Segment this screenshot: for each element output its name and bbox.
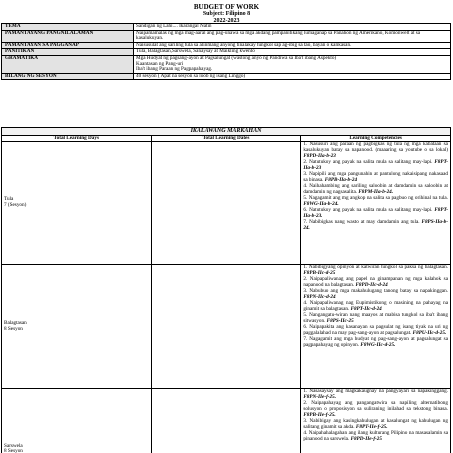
competency-item [303, 389, 448, 400]
competency-code: F8WG-IIa-b-24. [303, 200, 339, 207]
document-title: BUDGET OF WORK [193, 3, 260, 11]
competency-text: 7. Nabibigkas nang wasto at may damdamin ang tula. [303, 218, 422, 225]
info-value-line: Iba't ibang Paraan ng Pagpapahayag. [136, 66, 213, 73]
info-label: PANITIKAN [2, 49, 134, 56]
competency-code: F8PM-IIa-b-24. [358, 188, 394, 195]
competency-text: 2. Natutukoy ang payak na salita mula sa salitang may-lapi. [303, 158, 435, 165]
competency-item [303, 184, 448, 195]
competency-code: F8PD-IIe-f-25 [350, 435, 382, 442]
competency-list [301, 142, 451, 265]
info-row [2, 73, 451, 80]
competency-text: 6. Natutukoy ang payak na salita mula sa salitang may-lapi. [303, 206, 435, 213]
competency-code: F8PB-IIe-f-25. [303, 411, 336, 418]
competency-item [303, 431, 448, 442]
competency-text: 3. Nabubuo ang mga makahulugang tanong batay sa napakinggan. [303, 288, 448, 295]
section-topic: Balagtasan [4, 319, 27, 326]
competency-code: F8PD-IIa-b-23 [303, 152, 336, 159]
competency-item [303, 301, 448, 312]
info-label: BILANG NG SESYON [2, 73, 134, 80]
competency-code: F8PU-IIc-d-25. [412, 329, 447, 336]
competency-item [303, 172, 448, 183]
section-sessions: 7 (Sesyon) [4, 202, 27, 209]
section-topic-cell [2, 389, 152, 453]
competency-item [303, 419, 448, 430]
competency-list [301, 265, 451, 389]
learning-dates-cell [151, 389, 301, 453]
competency-text: 1. Nasusuri ang paraan ng pagbigkas ng tula ng mga kabataan sa kasalukuyan batay sa napanood. (maaaring sa youtube o sa lokal) [303, 141, 448, 153]
competency-item [303, 313, 448, 324]
info-table [1, 23, 451, 80]
info-value-line: Kaantasan ng Pang-uri [136, 60, 184, 67]
competency-code: F8WG-IIc-d-25. [360, 341, 396, 348]
competency-code: F8PD-IIc-d-24 [355, 281, 388, 288]
info-value: 40 sesyon ( Apat na sesyon sa loob ng isang Linggo) [134, 73, 451, 80]
school-year: 2022-2023 [213, 18, 240, 24]
competency-item [303, 220, 448, 231]
info-value-line: Mga Hudyat ng pagsang-ayon at Pagsalungat (wastong anyo ng Pandiwa sa Iba't ibang Aspekto) [136, 54, 337, 61]
competency-list [301, 389, 451, 453]
section-topic-cell [2, 265, 152, 389]
info-row [2, 55, 451, 73]
section-topic: Sarswela [4, 442, 23, 449]
document-header [0, 0, 453, 25]
competency-item [303, 337, 448, 348]
competency-code: F8PN-IIe-f-25. [303, 393, 337, 400]
section-sessions: 8 Sesyon [4, 325, 23, 332]
competency-item [303, 160, 448, 171]
competency-code: F8PN-IIc-d-24 [303, 293, 336, 300]
competency-text: 1. Nasasaysay ang magkakaugnay na pangyayari sa napakinggang. [303, 388, 448, 395]
competency-item [303, 142, 448, 159]
quarter-title: IKALAWANG MARKAHAN [2, 128, 451, 136]
competency-text: 4. Naipapaliwanag nag Eupimistikong o masining na pahayag na ginamit sa balagtasan. [303, 300, 448, 312]
competency-code: F8PT-IIe-f-25. [355, 423, 388, 430]
info-label: GRAMATIKA [2, 55, 134, 73]
section-row [2, 265, 451, 389]
section-sessions: 8 Sesyon [4, 448, 23, 453]
competency-text: 4. Naipahahalagahan ang ilang kulturang Pilipino na masasalamin sa pinanood na sarswela. [303, 429, 448, 442]
competency-item [303, 196, 448, 207]
column-header: Total Learning Dates [151, 135, 301, 141]
learning-dates-cell [151, 265, 301, 389]
competency-code: F8PT-IIc-d-24 [350, 305, 382, 312]
column-header: Total Learning Days [2, 135, 152, 141]
info-row [2, 30, 451, 42]
info-value: Naipamamalas ng mga mag-aaral ang pag-unawa sa mga akdang pampanitikang lumaganap sa Panahon ng Amerikano, Komonwelt at sa kasalukuyan. [134, 30, 451, 42]
column-header: Learning Competencies [301, 135, 451, 141]
competency-item [303, 265, 448, 276]
info-value: Tula, Balagtasan,Sarswela, Sanaysay at Maikling kwento [134, 49, 451, 56]
competency-text: 3. Nabibigay ang kasingkahulugan at kasalungat ng kahulugan ng salitang ginamit sa akda. [303, 417, 448, 430]
competency-text: 1. Nabibigyang opinyon at katwiran tungkol sa paksa ng balagtasan. [303, 264, 448, 271]
info-value: Sandigan ng Lahi.... Ikarangal Natin [134, 24, 451, 31]
competency-text: 2. Naipapahayag ang pangangatwira sa napiling alternatibong solusyon o proposisyon sa suliraning inilahad sa tekstong binasa. [303, 400, 448, 412]
section-topic-cell [2, 142, 152, 265]
competency-item [303, 325, 448, 336]
section-row [2, 142, 451, 265]
competency-code: F8PS-IIa-b-24. [303, 218, 448, 231]
competency-item [303, 401, 448, 418]
info-label: PAMANTAYAN SA PAGGANAP [2, 42, 134, 49]
competencies-table [1, 127, 451, 453]
learning-dates-cell [151, 142, 301, 265]
competency-code: F8PT-IIa-b-23 [303, 158, 448, 171]
competency-code: F8PS-IIc-25 [326, 317, 354, 324]
competency-text: 2. Naipapaliwanag ang papel na ginampanan ng mga kalahok sa napanood na balagtasan. [303, 276, 448, 288]
info-label: TEMA [2, 24, 134, 31]
competency-text: 5. Nagagamit ang mg angkop na salita sa pagbuo ng orihinal na tula. [303, 194, 448, 201]
info-label: PAMANTAYANG PANGNILALAMAN [2, 30, 134, 42]
competency-text: 7. Nagagamit ang mga hudyat ng pag-sang-ayon at pagsalungat sa pagpapahayag ng opinyon. [303, 336, 448, 348]
competency-code: F8PT-IIa-b-23. [303, 206, 448, 219]
competency-code: F8PB-IIa-b-24 [324, 176, 358, 183]
competency-text: 4. Naihahambing ang sariling saloobin at damdamin sa saloobin at damdamin ng nagsasalita. [303, 182, 448, 195]
competency-text: 5. Nangangatu-wiran nang maayos at mabisa tungkol sa iba't ibang sitwasyon. [303, 312, 448, 324]
competency-item [303, 208, 448, 219]
competency-text: 3. Napipili ang mga pangunahin at pantulong nakaisipang nakasaad sa binasa. [303, 170, 448, 183]
section-row [2, 389, 451, 453]
competency-item [303, 277, 448, 288]
competency-item [303, 289, 448, 300]
info-value-multiline [134, 55, 451, 73]
info-value: Naisusulat ang sariling tula sa alinmang anyong tinalakay tungkol sap ag-ibig sa tao, bayan o kalikasan. [134, 42, 451, 49]
section-topic: Tula [4, 196, 14, 203]
competency-text: 6. Naipapakita ang kasanayan sa pagsulat ng isang tiyak na uri ng paggalalahad na may pag-sang-ayon at pagsalungat. [303, 324, 448, 336]
competency-code: F8PB-IIc-d-25 [303, 269, 336, 276]
subject-line: Subject: Filipino 8 [202, 11, 251, 17]
